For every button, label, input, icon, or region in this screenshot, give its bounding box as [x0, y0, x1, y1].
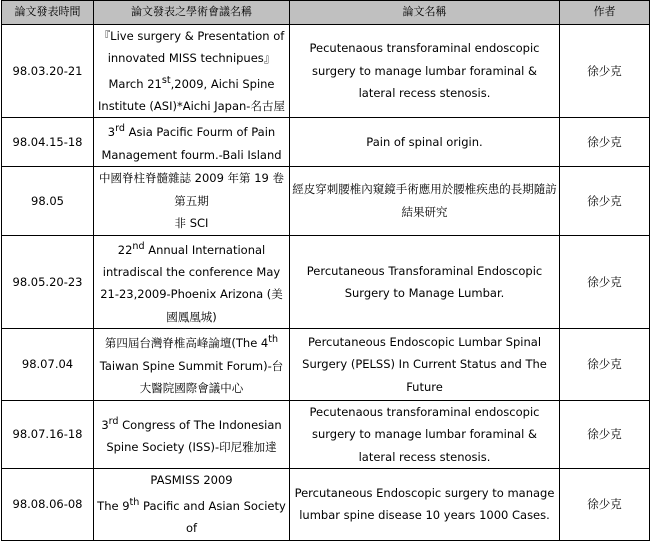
publication-table	[1, 0, 650, 541]
table-row	[2, 329, 650, 400]
header-title: 論文名稱	[290, 1, 560, 25]
header-date: 論文發表時間	[2, 1, 94, 25]
cell-title: Pecutenaous transforaminal endoscopic surgery to manage lumbar foraminal & lateral recess stenosis.	[290, 24, 560, 118]
cell-date: 98.05	[2, 167, 94, 236]
cell-author: 徐少克	[560, 400, 650, 469]
header-row	[2, 1, 650, 25]
table-row	[2, 235, 650, 329]
cell-date: 98.03.20-21	[2, 24, 94, 118]
table-row	[2, 400, 650, 469]
cell-conference: 『Live surgery & Presentation of innovated MISS technipues』March 21st,2009, Aichi Spine Institute (ASI)*Aichi Japan-名古屋	[94, 24, 290, 118]
cell-date: 98.04.15-18	[2, 118, 94, 167]
cell-title: 經皮穿刺腰椎內窺鏡手術應用於腰椎疾患的長期隨訪結果研究	[290, 167, 560, 236]
cell-title: Pecutenaous transforaminal endoscopic surgery to manage lumbar foraminal & lateral recess stenosis.	[290, 400, 560, 469]
cell-conference: 第四屆台灣脊椎高峰論壇(The 4th Taiwan Spine Summit Forum)-台大醫院國際會議中心	[94, 329, 290, 400]
cell-author: 徐少克	[560, 235, 650, 329]
cell-title: Percutaneous Endoscopic surgery to manage lumbar spine disease 10 years 1000 Cases.	[290, 469, 560, 540]
cell-title: Percutaneous Transforaminal Endoscopic Surgery to Manage Lumbar.	[290, 235, 560, 329]
cell-conference: 中國脊柱脊髓雜誌 2009 年第 19 卷第五期 非 SCI	[94, 167, 290, 236]
cell-date: 98.05.20-23	[2, 235, 94, 329]
cell-title: Percutaneous Endoscopic Lumbar Spinal Surgery (PELSS) In Current Status and The Future	[290, 329, 560, 400]
table-row	[2, 469, 650, 540]
table-row	[2, 167, 650, 236]
cell-date: 98.08.06-08	[2, 469, 94, 540]
header-author: 作者	[560, 1, 650, 25]
cell-title: Pain of spinal origin.	[290, 118, 560, 167]
cell-author: 徐少克	[560, 24, 650, 118]
cell-date: 98.07.04	[2, 329, 94, 400]
header-conference: 論文發表之學術會議名稱	[94, 1, 290, 25]
table-row	[2, 118, 650, 167]
cell-author: 徐少克	[560, 167, 650, 236]
table-row	[2, 24, 650, 118]
cell-author: 徐少克	[560, 329, 650, 400]
cell-author: 徐少克	[560, 469, 650, 540]
cell-author: 徐少克	[560, 118, 650, 167]
cell-conference: 3rd Asia Pacific Fourm of Pain Management fourm.-Bali Island	[94, 118, 290, 167]
cell-conference: PASMISS 2009 The 9th Pacific and Asian Society of	[94, 469, 290, 540]
cell-conference: 22nd Annual International intradiscal the conference May 21-23,2009-Phoenix Arizona (美國鳳凰城)	[94, 235, 290, 329]
cell-date: 98.07.16-18	[2, 400, 94, 469]
cell-conference: 3rd Congress of The Indonesian Spine Society (ISS)-印尼雅加達	[94, 400, 290, 469]
